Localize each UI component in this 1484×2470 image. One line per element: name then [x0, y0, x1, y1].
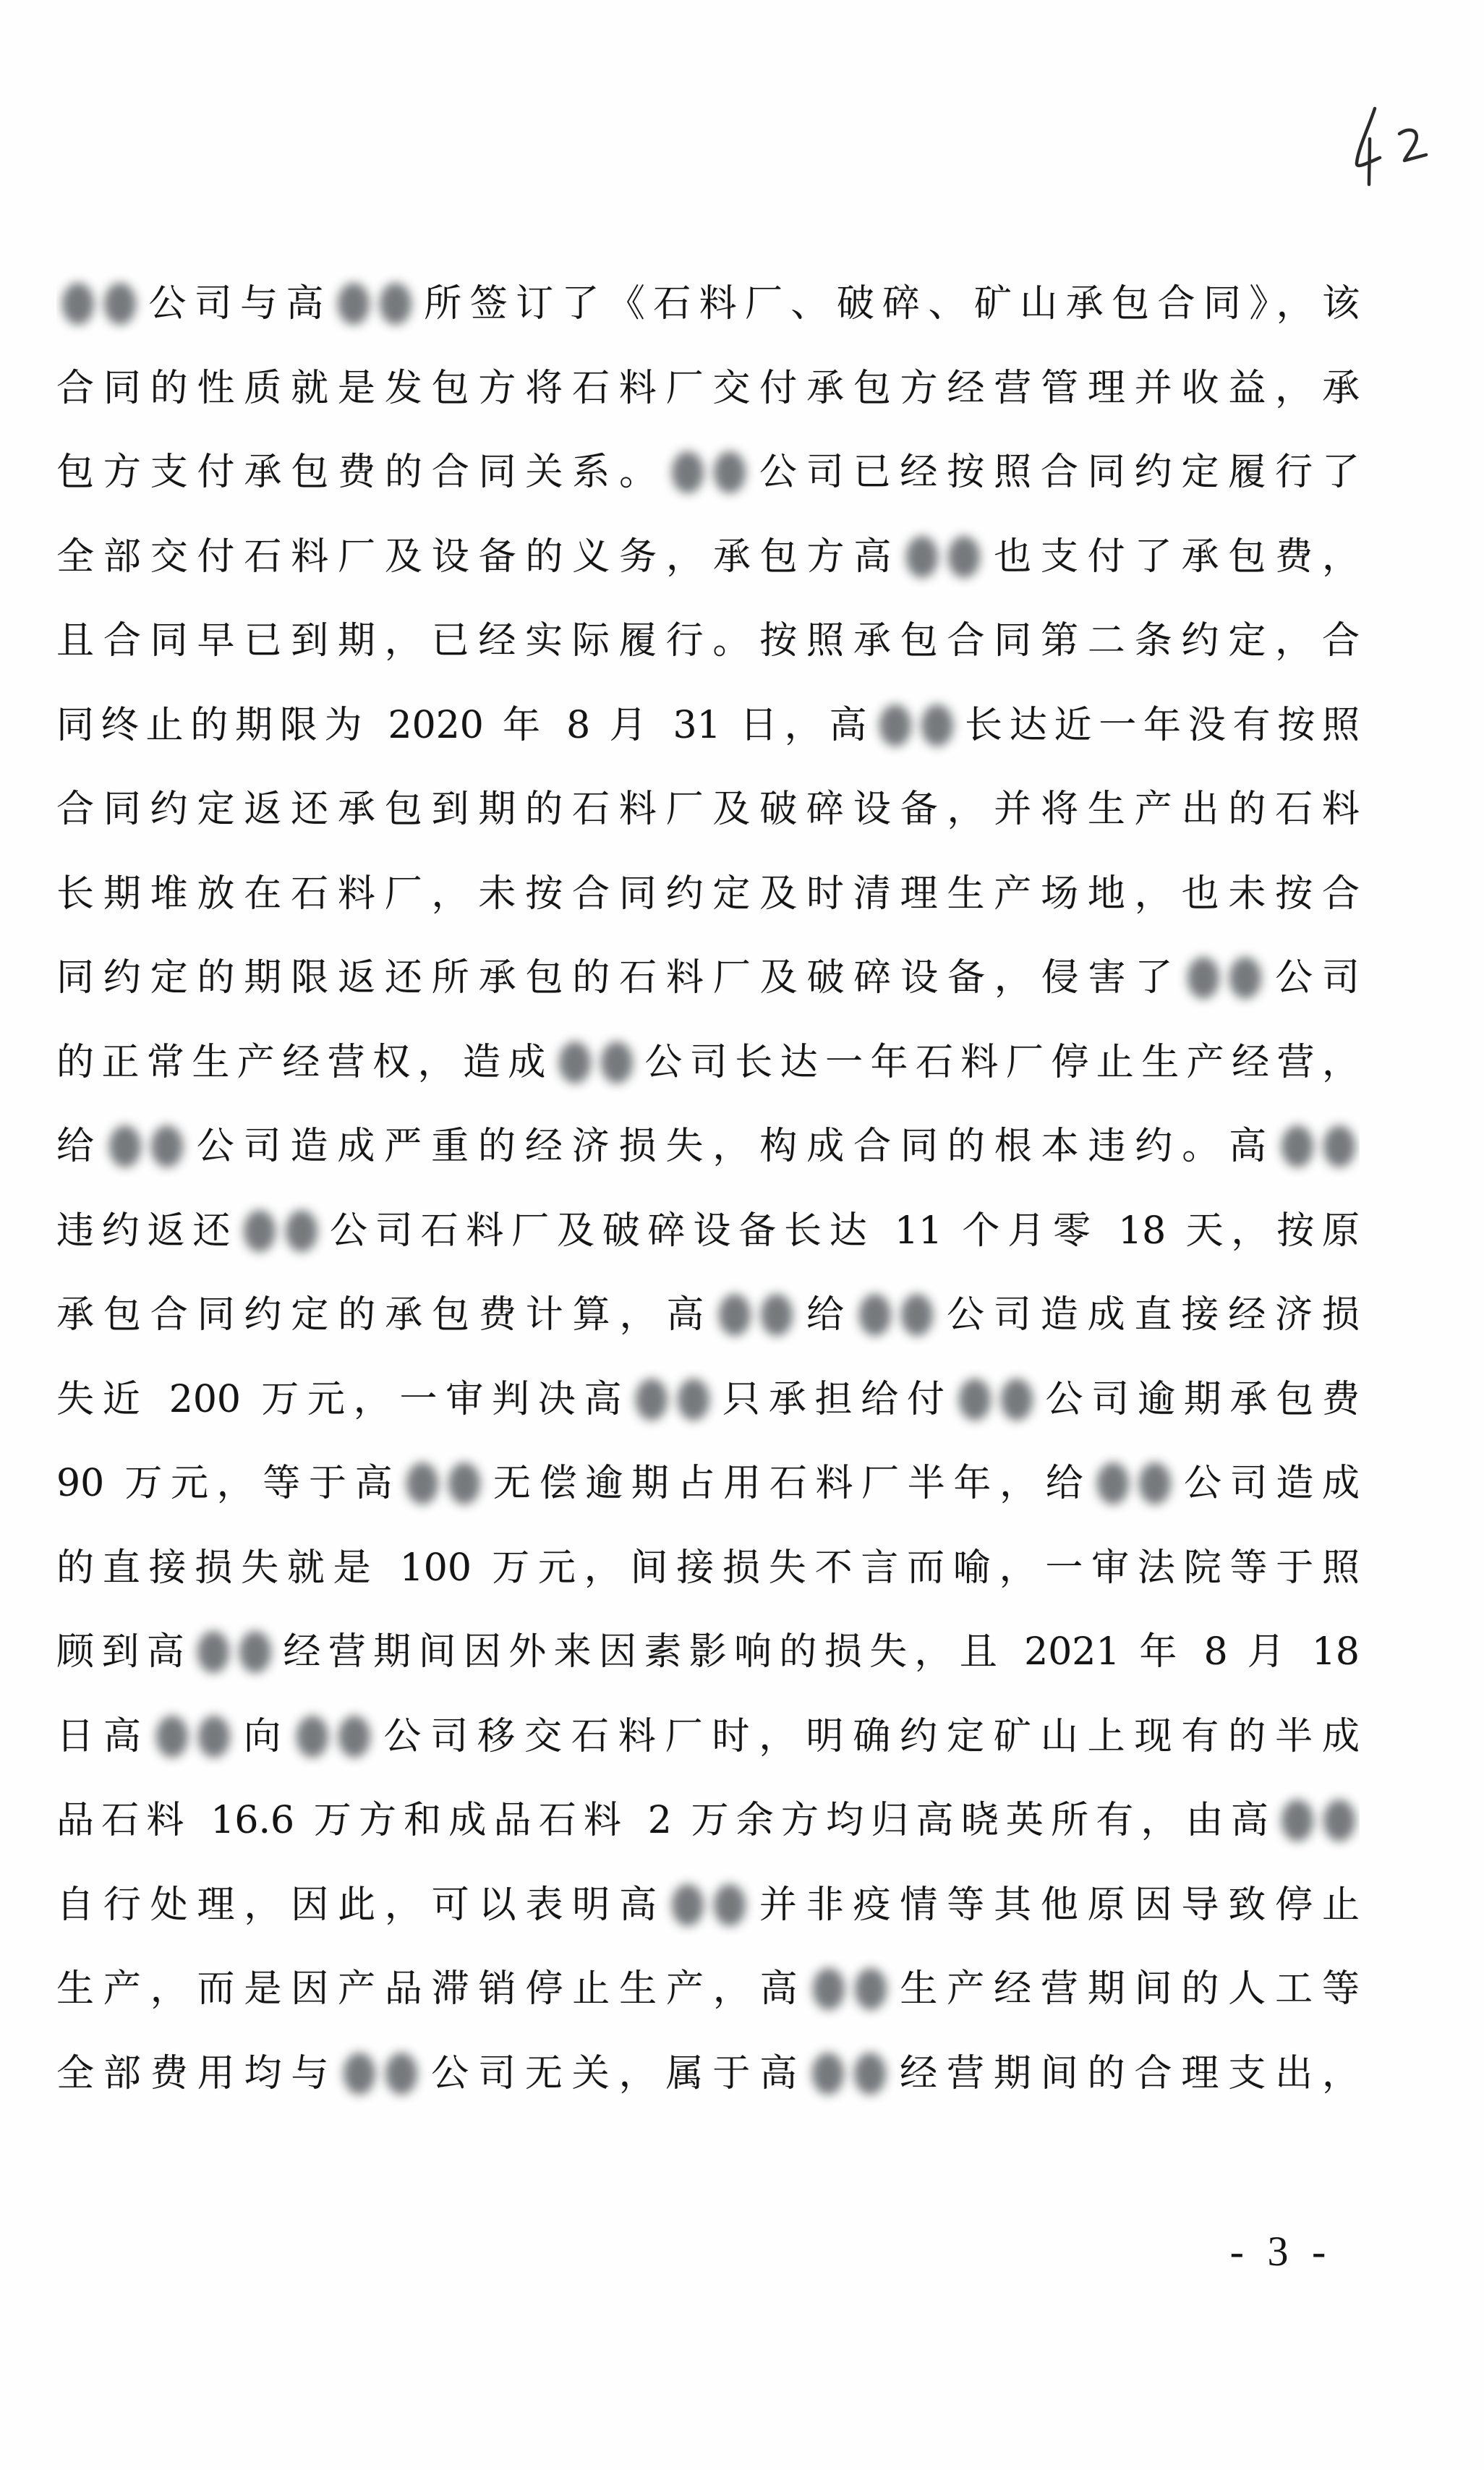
- line-text: 向: [234, 1714, 291, 1758]
- redacted-name-blur: [401, 1461, 485, 1506]
- text-line: [56, 852, 1360, 937]
- redacted-name-blur: [853, 1293, 937, 1337]
- line-text: 无偿逾期占用石料厂半年，给: [485, 1462, 1092, 1505]
- line-text: 日高: [56, 1714, 150, 1758]
- line-text: 全部交付石料厂及设备的义务，承包方高: [56, 535, 901, 579]
- text-line: [56, 1441, 1360, 1526]
- redacted-name-blur: [103, 1124, 187, 1169]
- text-line: [56, 430, 1360, 515]
- redacted-name-blur: [338, 2051, 422, 2096]
- redacted-name-blur: [192, 1630, 276, 1674]
- line-text: 公司长达一年石料厂停止生产经营，: [636, 1040, 1360, 1084]
- line-text: 公司已经按照合同约定履行了: [750, 451, 1360, 494]
- text-line: [56, 683, 1360, 768]
- line-text: 同终止的期限为 2020 年 8 月 31 日，高: [56, 703, 874, 747]
- line-text: 长期堆放在石料厂，未按合同约定及时清理生产场地，也未按合: [56, 872, 1360, 916]
- line-text: 顾到高: [56, 1630, 192, 1674]
- handwritten-digit-4: [1357, 108, 1380, 184]
- line-text: 公司与高: [140, 282, 332, 325]
- line-text: 并非疫情等其他原因导致停止: [750, 1883, 1360, 1927]
- document-body: [56, 262, 1360, 2116]
- line-text: 生产，而是因产品滞销停止生产，高: [56, 1967, 807, 2011]
- text-line: [56, 515, 1360, 600]
- redacted-name-blur: [1276, 1124, 1360, 1169]
- redacted-name-blur: [713, 1293, 797, 1337]
- redacted-name-blur: [900, 535, 984, 579]
- line-text: 90 万元，等于高: [56, 1462, 401, 1505]
- text-line: [56, 1947, 1360, 2032]
- redacted-name-blur: [806, 2051, 890, 2096]
- line-text: 自行处理，因此，可以表明高: [56, 1883, 666, 1927]
- redacted-name-blur: [874, 703, 958, 748]
- line-text: 的直接损失就是 100 万元，间接损失不言而喻，一审法院等于照: [56, 1546, 1360, 1590]
- text-line: [56, 262, 1360, 346]
- line-text: 包方支付承包费的合同关系。: [56, 451, 666, 494]
- handwritten-page-mark: [1338, 94, 1446, 203]
- line-text: 生产经营期间的人工等: [890, 1967, 1360, 2011]
- redacted-name-blur: [953, 1377, 1037, 1422]
- line-text: 合同的性质就是发包方将石料厂交付承包方经营管理并收益，承: [56, 366, 1360, 410]
- text-line: [56, 767, 1360, 852]
- text-line: [56, 346, 1360, 431]
- line-text: 同约定的期限返还所承包的石料厂及破碎设备，侵害了: [56, 956, 1182, 1000]
- line-text: 经营期间因外来因素影响的损失，且 2021 年 8 月 18: [276, 1630, 1360, 1674]
- redacted-name-blur: [666, 450, 750, 495]
- line-text: 给: [56, 1125, 103, 1168]
- text-line: [56, 1779, 1360, 1863]
- redacted-name-blur: [553, 1040, 637, 1085]
- redacted-name-blur: [630, 1377, 714, 1422]
- line-text: 全部费用均与: [56, 2051, 338, 2095]
- line-text: 公司逾期承包费: [1036, 1377, 1360, 1421]
- redacted-name-blur: [666, 1883, 750, 1928]
- line-text: 失近 200 万元，一审判决高: [56, 1377, 631, 1421]
- redacted-name-blur: [1182, 955, 1266, 1000]
- line-text: 公司移交石料厂时，明确约定矿山上现有的半成: [374, 1714, 1360, 1758]
- text-line: [56, 1189, 1360, 1274]
- text-line: [56, 1104, 1360, 1189]
- text-line: [56, 1273, 1360, 1358]
- text-line: [56, 1021, 1360, 1105]
- line-text: 公司造成: [1175, 1462, 1360, 1505]
- line-text: 品石料 16.6 万方和成品石料 2 万余方均归高晓英所有，由高: [56, 1799, 1276, 1842]
- line-text: 公司无关，属于高: [422, 2051, 807, 2095]
- redacted-name-blur: [807, 1967, 891, 2011]
- redacted-name-blur: [1091, 1461, 1175, 1506]
- text-line: [56, 936, 1360, 1021]
- text-line: [56, 599, 1360, 683]
- line-text: 长达近一年没有按照: [958, 703, 1360, 747]
- redacted-name-blur: [1276, 1798, 1360, 1843]
- footer-page-number: - 3 -: [1229, 2228, 1326, 2275]
- line-text: 公司造成直接经济损: [937, 1293, 1360, 1337]
- line-text: 给: [797, 1293, 854, 1337]
- redacted-name-blur: [332, 281, 416, 326]
- redacted-name-blur: [238, 1209, 322, 1253]
- line-text: 经营期间的合理支出，: [890, 2051, 1360, 2095]
- redacted-name-blur: [56, 281, 140, 326]
- redacted-name-blur: [150, 1714, 234, 1759]
- line-text: 承包合同约定的承包费计算，高: [56, 1293, 714, 1337]
- text-line: [56, 1863, 1360, 1948]
- line-text: 公司石料厂及破碎设备长达 11 个月零 18 天，按原: [322, 1209, 1360, 1253]
- line-text: 违约返还: [56, 1209, 239, 1253]
- text-line: [56, 1358, 1360, 1442]
- line-text: 的正常生产经营权，造成: [56, 1040, 553, 1084]
- handwritten-digit-2: [1399, 130, 1426, 161]
- line-text: 公司造成严重的经济损失，构成合同的根本违约。高: [187, 1125, 1276, 1168]
- redacted-name-blur: [291, 1714, 375, 1759]
- text-line: [56, 1526, 1360, 1611]
- line-text: 合同约定返还承包到期的石料厂及破碎设备，并将生产出的石料: [56, 788, 1360, 831]
- line-text: 且合同早已到期，已经实际履行。按照承包合同第二条约定，合: [56, 619, 1360, 663]
- line-text: 也支付了承包费，: [984, 535, 1360, 579]
- line-text: 所签订了《石料厂、破碎、矿山承包合同》，该: [415, 282, 1360, 325]
- text-line: [56, 2032, 1360, 2116]
- line-text: 只承担给付: [714, 1377, 953, 1421]
- text-line: [56, 1610, 1360, 1695]
- text-line: [56, 1695, 1360, 1779]
- line-text: 公司: [1266, 956, 1360, 1000]
